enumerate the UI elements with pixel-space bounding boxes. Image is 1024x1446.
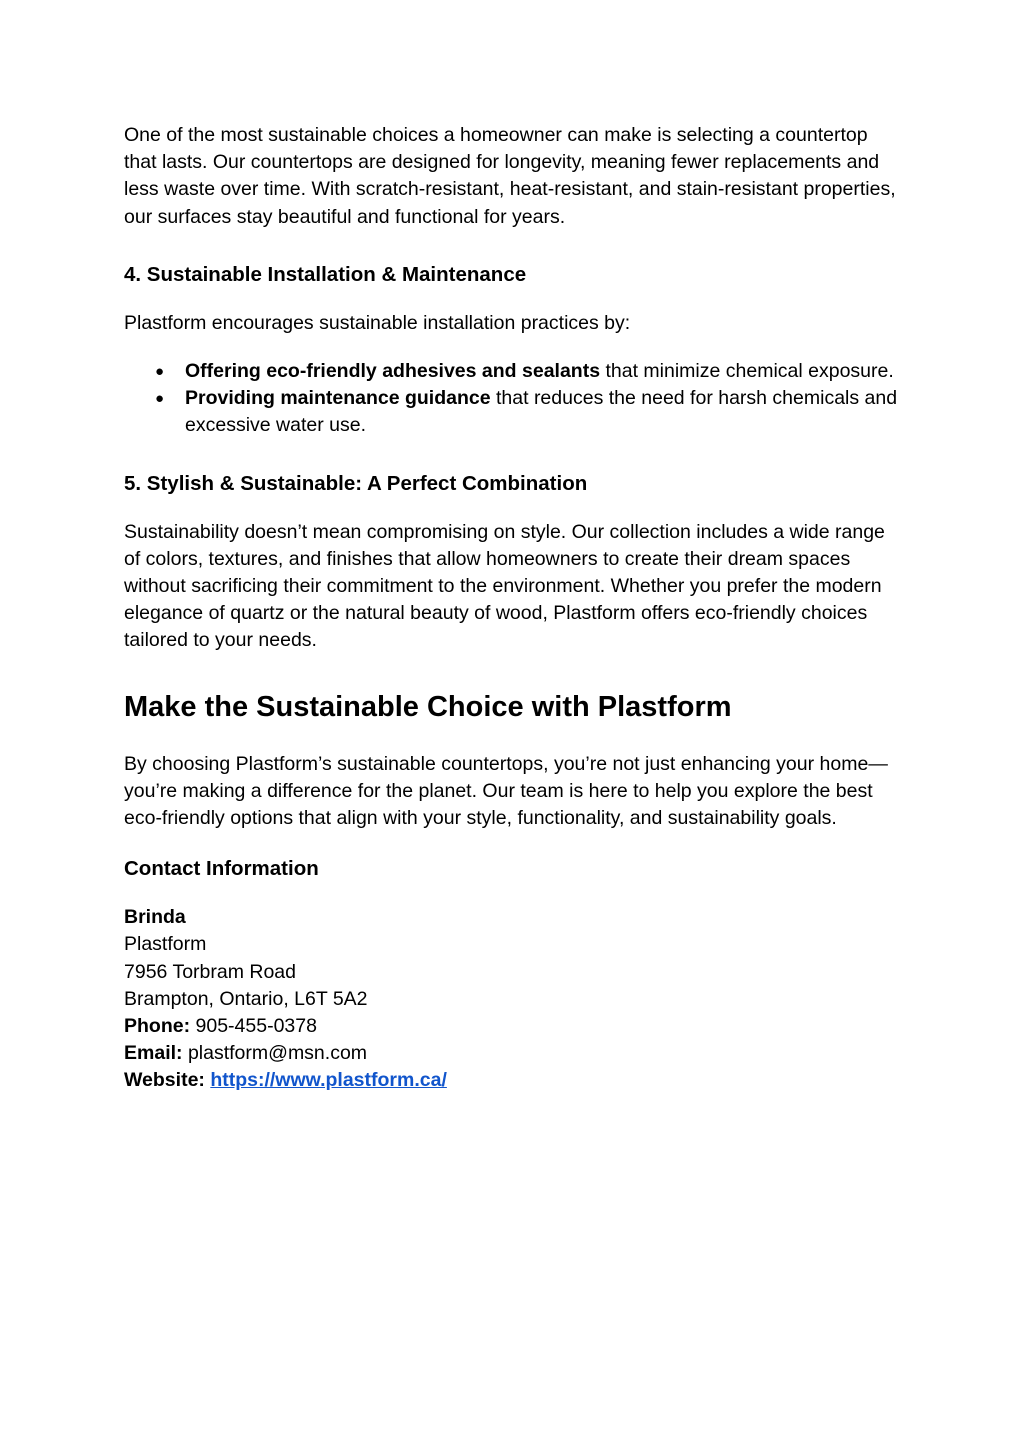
phone-label: Phone: bbox=[124, 1015, 191, 1038]
contact-name-line bbox=[124, 904, 904, 931]
contact-heading: Contact Information bbox=[124, 857, 319, 881]
bullet-icon: ● bbox=[155, 363, 165, 381]
intro-paragraph: One of the most sustainable choices a homeowner can make is selecting a countertop that lasts. Our countertops are designed for longevity, meaning fewer replacements and less waste over time. With scratch-resistant, heat-resistant, and stain-resistant properties, our surfaces stay beautiful and functional for years. bbox=[124, 124, 896, 228]
contact-phone-line bbox=[124, 1013, 904, 1040]
closing-paragraph: By choosing Plastform’s sustainable countertops, you’re not just enhancing your home—you’re making a difference for the planet. Our team is here to help you explore the best eco-friendly options that align with your style, functionality, and sustainability goals. bbox=[124, 752, 888, 830]
email-value: plastform@msn.com bbox=[187, 1042, 368, 1065]
phone-value: 905-455-0378 bbox=[195, 1015, 317, 1038]
bullet-bold-text: Offering eco-friendly adhesives and sealants bbox=[185, 360, 601, 383]
bullet-text: that minimize chemical exposure. bbox=[600, 360, 894, 383]
email-label: Email: bbox=[124, 1042, 183, 1065]
bullet-bold-text: Providing maintenance guidance bbox=[185, 387, 491, 410]
contact-website-line bbox=[124, 1067, 904, 1094]
contact-block bbox=[124, 904, 904, 1094]
contact-company: Plastform bbox=[124, 933, 207, 956]
section5-paragraph: Sustainability doesn’t mean compromising on style. Our collection includes a wide range of colors, textures, and finishes that allow homeowners to create their dream spaces without sacrificing their commitment to the environment. Whether you prefer the modern elegance of quartz or the natural beauty of wood, Plastform offers eco-friendly choices tailored to your needs. bbox=[124, 520, 885, 652]
contact-address-line1: 7956 Torbram Road bbox=[124, 960, 296, 983]
contact-email-line bbox=[124, 1040, 904, 1067]
section4-bullet-list bbox=[124, 358, 904, 440]
website-link[interactable]: https://www.plastform.ca/ bbox=[210, 1069, 447, 1092]
section4-lead: Plastform encourages sustainable installation practices by: bbox=[124, 311, 631, 334]
bullet-text: that reduces the need for harsh chemicals and excessive water use. bbox=[185, 387, 898, 437]
contact-name: Brinda bbox=[124, 906, 186, 929]
contact-address-line2: Brampton, Ontario, L6T 5A2 bbox=[124, 987, 368, 1010]
bullet-icon: ● bbox=[155, 390, 165, 408]
list-item bbox=[124, 358, 904, 385]
section5-heading: 5. Stylish & Sustainable: A Perfect Combination bbox=[124, 471, 588, 495]
document-page bbox=[124, 122, 904, 1095]
website-label: Website: bbox=[124, 1069, 205, 1092]
list-item bbox=[124, 385, 904, 439]
section4-heading: 4. Sustainable Installation & Maintenance bbox=[124, 262, 527, 286]
closing-heading: Make the Sustainable Choice with Plastform bbox=[124, 690, 732, 723]
